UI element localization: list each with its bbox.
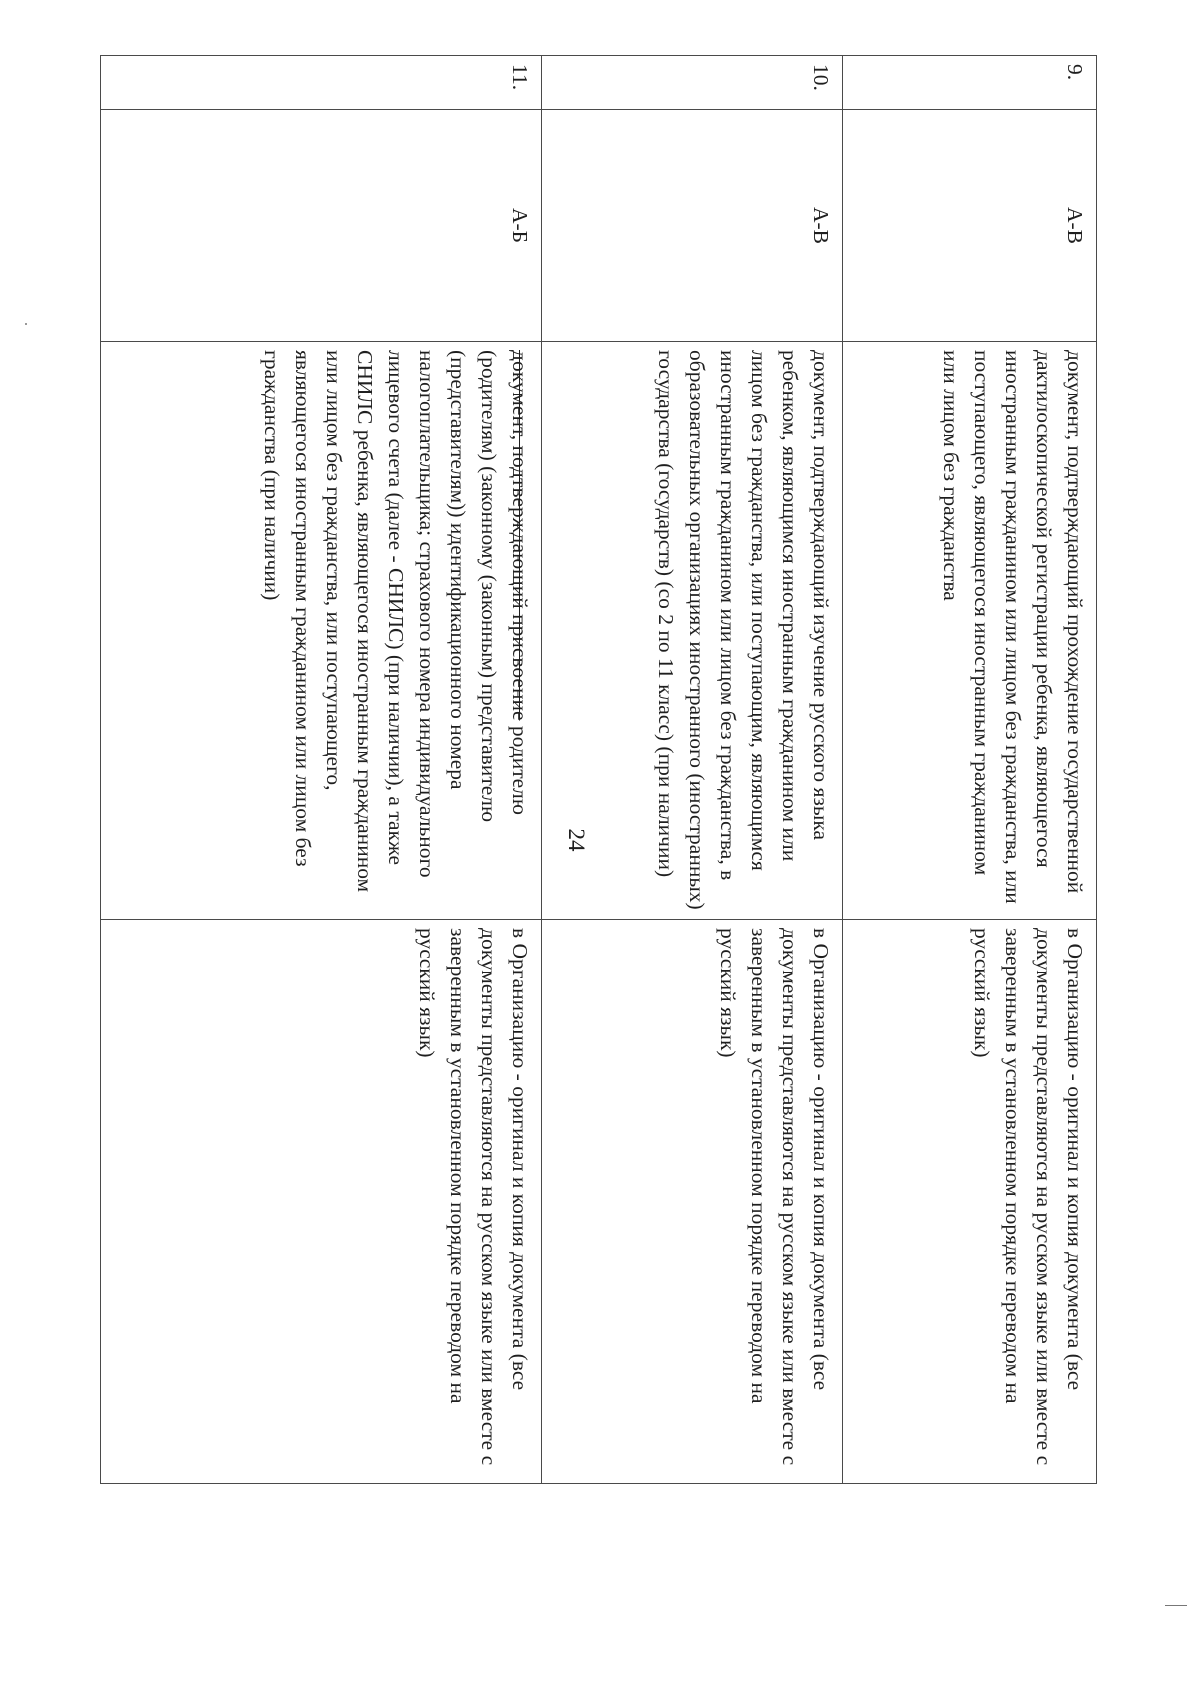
- document-description-text: родителю (родителям) (законному (законным) представителю (представителям)) идентификационного номера налогоплательщика; страхового номера индивидуального лицевого счета (далее - СНИЛС) (при наличии), а также СНИЛС ребенка, являющегося иностранным гражданином или лицом без гражданства, или поступающего, являющегося иностранным гражданином или лицом без гражданства (при наличии): [260, 350, 533, 893]
- document-description: документ, подтверждающий изучение русского языка ребенком, являющимся иностранным гражданином или лицом без гражданства, или поступающим, являющимся иностранным гражданином или лицом без гражданства, в образовательных организациях иностранного (иностранных) государства (государств) (со 2 по 11 класс) (при наличии): [542, 342, 843, 920]
- scan-speck: [25, 323, 27, 325]
- submission-method: в Организацию - оригинал и копия документа (все документы представляются на русском языке или вместе с заверенным в установленном порядке переводом на русский язык): [101, 920, 542, 1484]
- table-row: [101, 56, 542, 1484]
- row-number: 11.: [101, 56, 542, 110]
- document-description: [101, 342, 542, 920]
- document-table-rotated: [100, 55, 1097, 1483]
- submission-method: в Организацию - оригинал и копия документа (все документы представляются на русском языке или вместе с заверенным в установленном порядке переводом на русский язык): [542, 920, 843, 1484]
- document-table: [100, 55, 1097, 1484]
- scan-margin-mark: [1165, 1605, 1187, 1606]
- submission-method: в Организацию - оригинал и копия документа (все документы представляются на русском языке или вместе с заверенным в установленном порядке переводом на русский язык): [843, 920, 1097, 1484]
- applicant-category: А-В: [843, 110, 1097, 342]
- applicant-category: А-Б: [101, 110, 542, 342]
- table-row: [843, 56, 1097, 1484]
- struck-text: документ, подтверждающий присвоение: [508, 350, 533, 721]
- row-number: 9.: [843, 56, 1097, 110]
- row-number: 10.: [542, 56, 843, 110]
- document-description: документ, подтверждающий прохождение государственной дактилоскопической регистрации ребенка, являющегося иностранным гражданином или лицом без гражданства, или поступающего, являющегося иностранным гражданином или лицом без гражданства: [843, 342, 1097, 920]
- table-row: [542, 56, 843, 1484]
- applicant-category: А-В: [542, 110, 843, 342]
- page-number: 24: [564, 828, 589, 852]
- document-table-frame: [100, 55, 1097, 1483]
